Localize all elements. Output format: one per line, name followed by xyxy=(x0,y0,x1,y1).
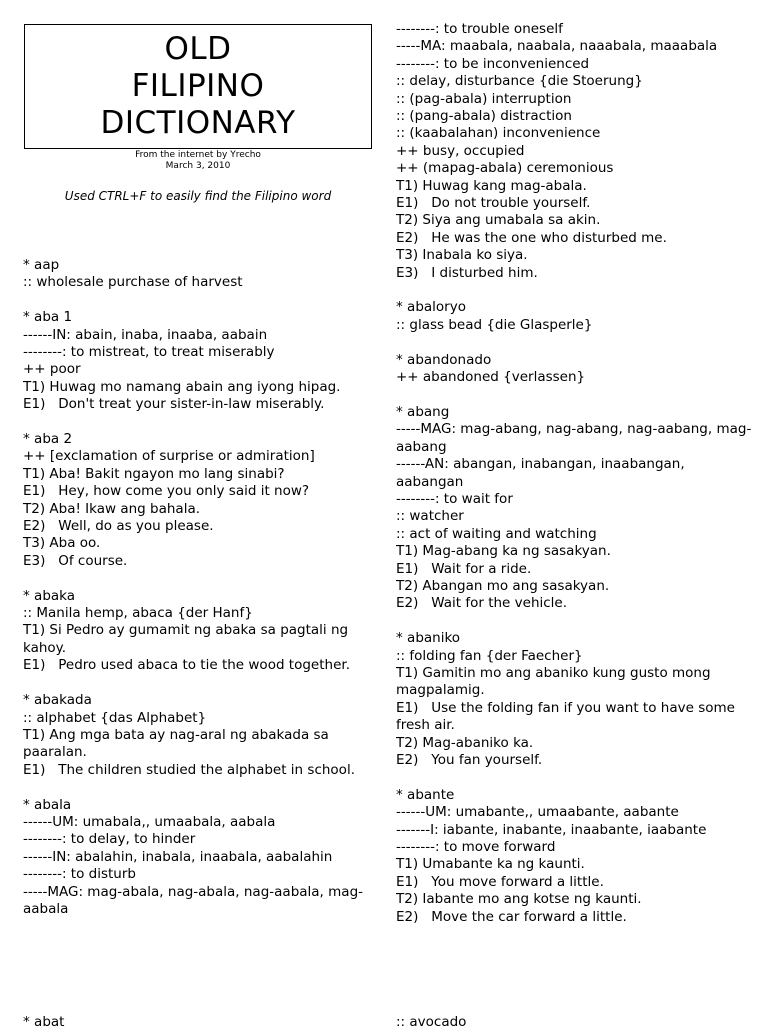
entry-line: --------: to be inconvenienced xyxy=(396,55,590,72)
entry-line: E2) Well, do as you please. xyxy=(23,518,214,535)
dictionary-entry xyxy=(23,431,378,570)
entry-line: :: Manila hemp, abaca {der Hanf} xyxy=(23,605,253,622)
entry-line: E2) He was the one who disturbed me. xyxy=(396,229,667,246)
entry-line: E2) Move the car forward a little. xyxy=(396,908,627,925)
entry-line: ------UM: umabante,, umaabante, aabante xyxy=(396,804,679,821)
entry-line: :: glass bead {die Glasperle} xyxy=(396,316,593,333)
entry-line: T3) Aba oo. xyxy=(23,535,101,552)
bottom-left-fragment: * abat xyxy=(23,1014,65,1030)
entry-line: E3) I disturbed him. xyxy=(396,264,538,281)
entry-line: E1) The children studied the alphabet in school. xyxy=(23,761,355,778)
entry-line: :: delay, disturbance {die Stoerung} xyxy=(396,73,643,90)
entry-line: E1) Don't treat your sister-in-law miserably. xyxy=(23,396,325,413)
dictionary-entry xyxy=(396,630,756,769)
entry-line: --------: to disturb xyxy=(23,866,136,883)
entry-line: T1) Si Pedro ay gumamit ng abaka sa pagtali ng kahoy. xyxy=(23,622,353,656)
title-line-3: DICTIONARY xyxy=(100,105,296,141)
dictionary-entry xyxy=(396,21,756,282)
entry-line: T2) Mag-abaniko ka. xyxy=(396,734,534,751)
entry-line: E1) Do not trouble yourself. xyxy=(396,195,591,212)
entry-line: ++ poor xyxy=(23,361,81,378)
bottom-right-fragment: :: avocado xyxy=(396,1014,467,1030)
entry-line: E1) Wait for a ride. xyxy=(396,560,532,577)
entry-line: :: act of waiting and watching xyxy=(396,525,597,542)
entry-line: :: wholesale purchase of harvest xyxy=(23,274,243,291)
source-author: From the internet by Yrecho xyxy=(135,150,261,160)
title-line-2: FILIPINO xyxy=(131,68,265,104)
dictionary-entry xyxy=(23,588,378,675)
dictionary-entry xyxy=(396,404,756,613)
entry-line: ++ busy, occupied xyxy=(396,142,525,159)
entry-line: E1) Use the folding fan if you want to have some fresh air. xyxy=(396,699,740,734)
entry-line: :: (pang-abala) distraction xyxy=(396,108,572,125)
left-column xyxy=(23,257,378,936)
entry-headword: * abaka xyxy=(23,587,76,604)
entry-line: E2) Wait for the vehicle. xyxy=(396,595,568,612)
entry-line: ------IN: abalahin, inabala, inaabala, aabalahin xyxy=(23,848,333,865)
entry-line: -------I: iabante, inabante, inaabante, iaabante xyxy=(396,821,707,838)
entry-line: T1) Aba! Bakit ngayon mo lang sinabi? xyxy=(23,465,285,482)
entry-line: T3) Inabala ko siya. xyxy=(396,247,528,264)
entry-line: E1) Hey, how come you only said it now? xyxy=(23,483,310,500)
source-credit xyxy=(24,150,372,172)
entry-line: E2) You fan yourself. xyxy=(396,752,543,768)
title-line-1: OLD xyxy=(164,31,232,67)
entry-line: ++ abandoned {verlassen} xyxy=(396,369,586,386)
dictionary-entry xyxy=(23,692,378,779)
entry-line: --------: to trouble oneself xyxy=(396,21,563,37)
dictionary-entry xyxy=(23,797,378,919)
entry-line: T2) Abangan mo ang sasakyan. xyxy=(396,577,610,594)
entry-line: -----MAG: mag-abang, nag-abang, nag-aabang, mag-aabang xyxy=(396,421,752,455)
entry-line: E1) Pedro used abaca to tie the wood together. xyxy=(23,657,350,674)
entry-line: :: watcher xyxy=(396,508,464,525)
dictionary-entry xyxy=(396,299,756,334)
entry-line: :: (kaabalahan) inconvenience xyxy=(396,125,601,142)
entry-line: T1) Gamitin mo ang abaniko kung gusto mong magpalamig. xyxy=(396,664,715,699)
entry-headword: * abante xyxy=(396,786,455,803)
dictionary-entry xyxy=(23,309,378,413)
right-column xyxy=(396,21,756,943)
entry-line: E1) You move forward a little. xyxy=(396,873,604,890)
entry-line: T1) Mag-abang ka ng sasakyan. xyxy=(396,543,611,560)
entry-headword: * abaloryo xyxy=(396,299,466,316)
entry-line: T1) Umabante ka ng kaunti. xyxy=(396,856,585,873)
entry-line: ++ (mapag-abala) ceremonious xyxy=(396,160,614,177)
dictionary-entry xyxy=(396,352,756,387)
dictionary-entry xyxy=(23,257,378,292)
entry-headword: * abala xyxy=(23,796,72,813)
entry-line: --------: to wait for xyxy=(396,490,513,507)
entry-line: ++ [exclamation of surprise or admiration] xyxy=(23,448,315,465)
entry-headword: * aap xyxy=(23,257,60,273)
entry-line: T2) Aba! Ikaw ang bahala. xyxy=(23,500,201,517)
entry-line: --------: to mistreat, to treat miserably xyxy=(23,344,275,361)
entry-line: --------: to delay, to hinder xyxy=(23,831,196,848)
entry-line: :: (pag-abala) interruption xyxy=(396,90,572,107)
entry-line: -----MA: maabala, naabala, naaabala, maaabala xyxy=(396,38,718,55)
source-date: March 3, 2010 xyxy=(165,161,231,171)
entry-line: T2) Iabante mo ang kotse ng kaunti. xyxy=(396,891,642,908)
entry-headword: * abaniko xyxy=(396,630,461,647)
entry-line: ------AN: abangan, inabangan, inaabangan, aabangan xyxy=(396,456,689,490)
dictionary-entry xyxy=(396,787,756,926)
entry-line: T1) Huwag kang mag-abala. xyxy=(396,177,587,194)
entry-line: T1) Ang mga bata ay nag-aral ng abakada sa paaralan. xyxy=(23,726,334,761)
entry-line: T1) Huwag mo namang abain ang iyong hipag. xyxy=(23,378,341,395)
entry-line: ------UM: umabala,, umaabala, aabala xyxy=(23,813,276,830)
entry-line: E3) Of course. xyxy=(23,552,128,569)
entry-line: T2) Siya ang umabala sa akin. xyxy=(396,212,601,229)
search-hint: Used CTRL+F to easily find the Filipino word xyxy=(64,189,332,203)
title-box xyxy=(24,24,372,149)
entry-headword: * abang xyxy=(396,403,450,420)
entry-headword: * abakada xyxy=(23,692,92,709)
entry-headword: * aba 2 xyxy=(23,431,73,448)
entry-line: --------: to move forward xyxy=(396,839,556,856)
entry-headword: * aba 1 xyxy=(23,309,73,326)
entry-headword: * abandonado xyxy=(396,351,492,368)
entry-line: :: folding fan {der Faecher} xyxy=(396,647,583,664)
entry-line: -----MAG: mag-abala, nag-abala, nag-aabala, mag-aabala xyxy=(23,883,364,917)
entry-line: :: alphabet {das Alphabet} xyxy=(23,709,207,726)
entry-line: ------IN: abain, inaba, inaaba, aabain xyxy=(23,326,268,343)
